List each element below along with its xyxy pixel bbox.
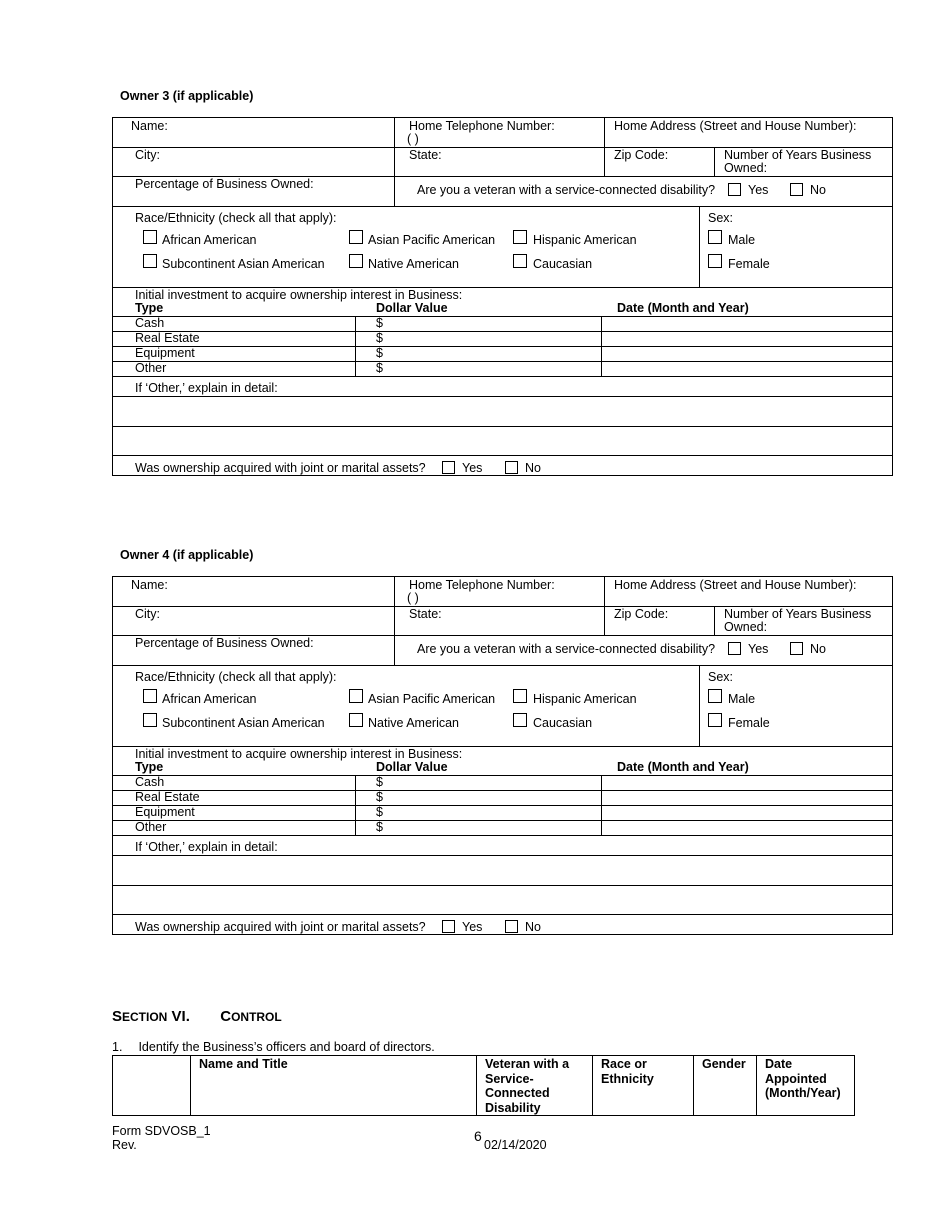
veteran-no-checkbox[interactable] [790, 642, 803, 655]
investment-col-type: Type [135, 760, 164, 774]
race-ethnicity-label: Race/Ethnicity (check all that apply): [135, 670, 337, 684]
investment-row-line [112, 346, 893, 347]
name-field-label: Name: [131, 578, 168, 592]
owner-section-title: Owner 4 (if applicable) [120, 548, 254, 562]
footer-date: 02/14/2020 [484, 1138, 547, 1152]
sex-option-checkbox[interactable] [708, 689, 722, 703]
row-line [112, 835, 893, 836]
officers-col-veteran: Veteran with a Service- Connected Disability [477, 1056, 593, 1116]
row-line [112, 396, 893, 397]
joint-no-label: No [525, 920, 541, 934]
state-label: State: [409, 607, 442, 621]
name-field-label: Name: [131, 119, 168, 133]
row-line [112, 376, 893, 377]
other-explain-label: If ‘Other,’ explain in detail: [135, 840, 278, 854]
investment-label: Initial investment to acquire ownership interest in Business: [135, 288, 463, 302]
investment-type-cell: Other [135, 361, 167, 375]
race-option-label: Caucasian [533, 716, 593, 730]
investment-dollar-cell: $ [376, 820, 383, 834]
race-option-label: Subcontinent Asian American [162, 257, 325, 271]
joint-yes-checkbox[interactable] [442, 461, 455, 474]
years-owned-label: Number of Years Business [724, 148, 872, 162]
investment-type-cell: Equipment [135, 805, 195, 819]
investment-row-line [112, 790, 893, 791]
investment-type-cell: Equipment [135, 346, 195, 360]
veteran-yes-checkbox[interactable] [728, 183, 741, 196]
phone-area-code-parens: ( ) [407, 132, 419, 146]
sex-option-label: Female [728, 257, 770, 271]
investment-col-divider [355, 316, 356, 376]
sex-option-label: Male [728, 692, 756, 706]
row-line [112, 455, 893, 456]
officers-table-header-row [113, 1056, 855, 1116]
race-option-checkbox[interactable] [349, 230, 363, 244]
control-item-1: 1. Identify the Business’s officers and board of directors. [112, 1040, 435, 1054]
investment-col-divider [601, 775, 602, 835]
officers-table [112, 1055, 855, 1116]
row-line [112, 914, 893, 915]
years-owned-label-cont: Owned: [724, 161, 768, 175]
investment-dollar-cell: $ [376, 775, 383, 789]
race-option-label: Hispanic American [533, 233, 637, 247]
joint-yes-checkbox[interactable] [442, 920, 455, 933]
home-phone-label: Home Telephone Number: [409, 119, 555, 133]
joint-assets-question: Was ownership acquired with joint or marital assets? [135, 920, 426, 934]
other-explain-label: If ‘Other,’ explain in detail: [135, 381, 278, 395]
sex-label: Sex: [708, 670, 734, 684]
section-title: SECTION VI. CONTROL [112, 1008, 282, 1025]
home-phone-label: Home Telephone Number: [409, 578, 555, 592]
years-owned-label-cont: Owned: [724, 620, 768, 634]
row-divider-vertical [714, 147, 715, 177]
joint-assets-question: Was ownership acquired with joint or marital assets? [135, 461, 426, 475]
veteran-question: Are you a veteran with a service-connected disability? [417, 642, 716, 656]
investment-col-divider [355, 775, 356, 835]
row-divider-vertical [699, 206, 700, 287]
sex-label: Sex: [708, 211, 734, 225]
race-option-checkbox[interactable] [143, 254, 157, 268]
investment-col-divider [601, 316, 602, 376]
race-option-label: African American [162, 233, 257, 247]
city-label: City: [135, 148, 160, 162]
investment-col-date: Date (Month and Year) [617, 301, 749, 315]
owner-section-title: Owner 3 (if applicable) [120, 89, 254, 103]
sex-option-label: Female [728, 716, 770, 730]
race-option-label: African American [162, 692, 257, 706]
race-option-checkbox[interactable] [349, 689, 363, 703]
joint-no-checkbox[interactable] [505, 920, 518, 933]
row-line [112, 206, 893, 207]
race-option-checkbox[interactable] [349, 254, 363, 268]
investment-row-line [112, 805, 893, 806]
investment-row-line [112, 316, 893, 317]
footer-form-info: Form SDVOSB_1 Rev. [112, 1124, 211, 1152]
race-ethnicity-label: Race/Ethnicity (check all that apply): [135, 211, 337, 225]
race-option-checkbox[interactable] [513, 254, 527, 268]
row-line [112, 665, 893, 666]
officers-col-race: Race or Ethnicity [593, 1056, 694, 1116]
race-option-checkbox[interactable] [143, 689, 157, 703]
officers-col-name-title: Name and Title [191, 1056, 477, 1116]
investment-row-line [112, 775, 893, 776]
investment-type-cell: Cash [135, 316, 165, 330]
investment-type-cell: Cash [135, 775, 165, 789]
race-option-checkbox[interactable] [513, 230, 527, 244]
row-divider-vertical [394, 576, 395, 665]
officers-col-blank [113, 1056, 191, 1116]
phone-area-code-parens: ( ) [407, 591, 419, 605]
veteran-yes-checkbox[interactable] [728, 642, 741, 655]
zip-code-label: Zip Code: [614, 607, 669, 621]
race-option-label: Caucasian [533, 257, 593, 271]
sex-option-checkbox[interactable] [708, 713, 722, 727]
joint-no-label: No [525, 461, 541, 475]
percentage-owned-label: Percentage of Business Owned: [135, 636, 314, 650]
home-address-label: Home Address (Street and House Number): [614, 119, 857, 133]
race-option-label: Native American [368, 257, 460, 271]
veteran-yes-label: Yes [748, 183, 769, 197]
row-line [112, 855, 893, 856]
veteran-question: Are you a veteran with a service-connected disability? [417, 183, 716, 197]
race-option-label: Asian Pacific American [368, 692, 496, 706]
veteran-yes-label: Yes [748, 642, 769, 656]
race-option-checkbox[interactable] [143, 230, 157, 244]
investment-type-cell: Real Estate [135, 331, 200, 345]
race-option-label: Subcontinent Asian American [162, 716, 325, 730]
investment-dollar-cell: $ [376, 316, 383, 330]
sex-option-checkbox[interactable] [708, 230, 722, 244]
zip-code-label: Zip Code: [614, 148, 669, 162]
investment-type-cell: Real Estate [135, 790, 200, 804]
investment-col-type: Type [135, 301, 164, 315]
state-label: State: [409, 148, 442, 162]
race-option-checkbox[interactable] [513, 689, 527, 703]
joint-yes-label: Yes [462, 461, 483, 475]
investment-dollar-cell: $ [376, 805, 383, 819]
race-option-label: Native American [368, 716, 460, 730]
joint-no-checkbox[interactable] [505, 461, 518, 474]
investment-type-cell: Other [135, 820, 167, 834]
investment-row-line [112, 361, 893, 362]
investment-dollar-cell: $ [376, 331, 383, 345]
veteran-no-label: No [810, 642, 826, 656]
joint-yes-label: Yes [462, 920, 483, 934]
race-option-checkbox[interactable] [349, 713, 363, 727]
explain-line [112, 426, 893, 427]
row-divider-vertical [394, 117, 395, 206]
investment-label: Initial investment to acquire ownership interest in Business: [135, 747, 463, 761]
row-divider-vertical [699, 665, 700, 746]
investment-col-date: Date (Month and Year) [617, 760, 749, 774]
sex-option-checkbox[interactable] [708, 254, 722, 268]
race-option-checkbox[interactable] [513, 713, 527, 727]
percentage-owned-label: Percentage of Business Owned: [135, 177, 314, 191]
officers-col-gender: Gender [694, 1056, 757, 1116]
city-label: City: [135, 607, 160, 621]
years-owned-label: Number of Years Business [724, 607, 872, 621]
explain-line [112, 885, 893, 886]
investment-row-line [112, 331, 893, 332]
veteran-no-checkbox[interactable] [790, 183, 803, 196]
race-option-label: Hispanic American [533, 692, 637, 706]
officers-col-date-appointed: Date Appointed (Month/Year) [757, 1056, 855, 1116]
page-number: 6 [474, 1128, 482, 1144]
race-option-label: Asian Pacific American [368, 233, 496, 247]
sex-option-label: Male [728, 233, 756, 247]
investment-dollar-cell: $ [376, 361, 383, 375]
investment-dollar-cell: $ [376, 790, 383, 804]
investment-col-dollar: Dollar Value [376, 760, 448, 774]
row-divider-vertical [714, 606, 715, 636]
investment-col-dollar: Dollar Value [376, 301, 448, 315]
veteran-no-label: No [810, 183, 826, 197]
investment-dollar-cell: $ [376, 346, 383, 360]
race-option-checkbox[interactable] [143, 713, 157, 727]
investment-row-line [112, 820, 893, 821]
home-address-label: Home Address (Street and House Number): [614, 578, 857, 592]
